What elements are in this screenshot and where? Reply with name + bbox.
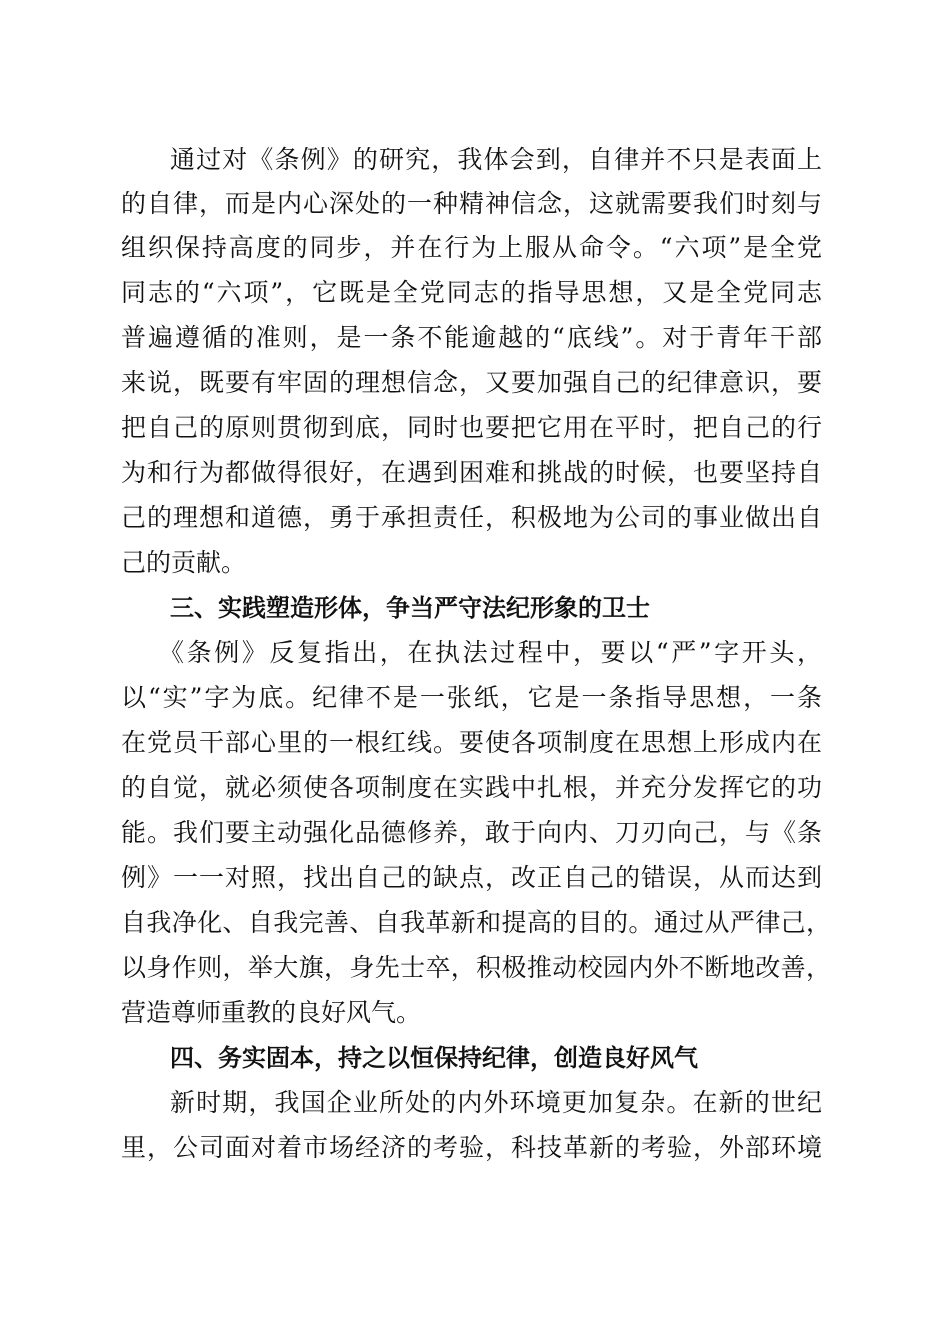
paragraph-3-line-2: 里，公司面对着市场经济的考验，科技革新的考验，外部环境 bbox=[121, 1133, 822, 1162]
paragraph-1-line-10: 己的贡献。 bbox=[121, 548, 247, 577]
paragraph-2-line-3: 在党员干部心里的一根红线。要使各项制度在思想上形成内在 bbox=[121, 728, 822, 757]
paragraph-1-line-8: 为和行为都做得很好，在遇到困难和挑战的时候，也要坚持自 bbox=[121, 458, 822, 487]
paragraph-2-line-6: 例》一一对照，找出自己的缺点，改正自己的错误，从而达到 bbox=[121, 863, 822, 892]
paragraph-1-line-9: 己的理想和道德，勇于承担责任，积极地为公司的事业做出自 bbox=[121, 503, 822, 532]
paragraph-2-line-1: 《条例》反复指出，在执法过程中，要以“严”字开头， bbox=[159, 638, 822, 667]
section-heading-4: 四、务实固本，持之以恒保持纪律，创造良好风气 bbox=[170, 1044, 698, 1072]
paragraph-1-line-5: 普遍遵循的准则，是一条不能逾越的“底线”。对于青年干部 bbox=[121, 323, 822, 352]
paragraph-1-line-2: 的自律，而是内心深处的一种精神信念，这就需要我们时刻与 bbox=[121, 189, 822, 218]
paragraph-2-line-8: 以身作则，举大旗，身先士卒，积极推动校园内外不断地改善， bbox=[121, 953, 831, 982]
paragraph-2-line-7: 自我净化、自我完善、自我革新和提高的目的。通过从严律己， bbox=[121, 908, 831, 937]
paragraph-1-line-1: 通过对《条例》的研究，我体会到，自律并不只是表面上 bbox=[170, 145, 822, 174]
paragraph-2-line-4: 的自觉，就必须使各项制度在实践中扎根，并充分发挥它的功 bbox=[121, 773, 822, 802]
paragraph-2-line-2: 以“实”字为底。纪律不是一张纸，它是一条指导思想，一条 bbox=[121, 683, 822, 712]
paragraph-2-line-9: 营造尊师重教的良好风气。 bbox=[121, 998, 422, 1027]
paragraph-1-line-4: 同志的“六项”，它既是全党同志的指导思想，又是全党同志 bbox=[121, 278, 822, 307]
paragraph-2-line-5: 能。我们要主动强化品德修养，敢于向内、刀刃向己，与《条 bbox=[121, 818, 822, 847]
paragraph-3-line-1: 新时期，我国企业所处的内外环境更加复杂。在新的世纪 bbox=[170, 1088, 822, 1117]
paragraph-1-line-6: 来说，既要有牢固的理想信念，又要加强自己的纪律意识，要 bbox=[121, 368, 822, 397]
section-heading-3: 三、实践塑造形体，争当严守法纪形象的卫士 bbox=[170, 594, 650, 622]
paragraph-1-line-7: 把自己的原则贯彻到底，同时也要把它用在平时，把自己的行 bbox=[121, 413, 822, 442]
paragraph-1-line-3: 组织保持高度的同步，并在行为上服从命令。“六项”是全党 bbox=[121, 233, 822, 262]
